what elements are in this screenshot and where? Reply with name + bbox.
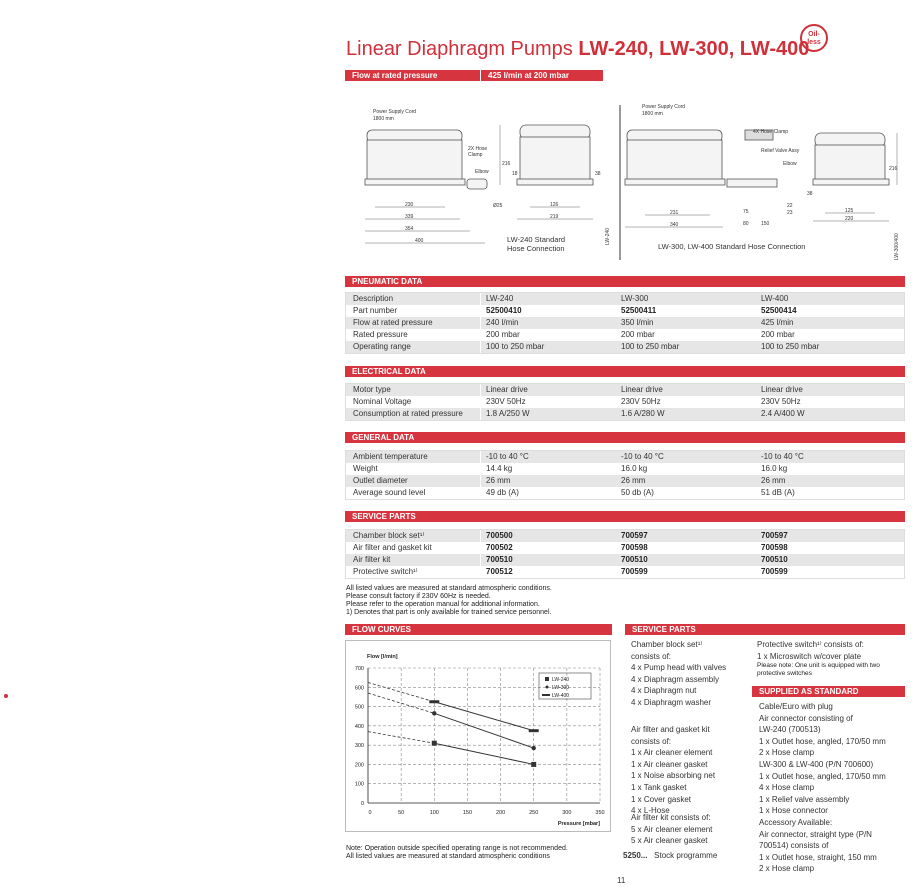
flow-value-bar: 425 l/min at 200 mbar	[481, 70, 603, 81]
list-item: 1 x Hose connector	[759, 806, 828, 816]
list-item: 1 x Outlet hose, angled, 170/50 mm	[759, 771, 886, 781]
note: Please consult factory if 230V 60Hz is needed.	[346, 593, 491, 600]
dim: 23	[787, 210, 793, 216]
cell-value: 700502	[486, 543, 513, 552]
data-point	[532, 746, 536, 750]
cell-value: 49 db (A)	[486, 488, 519, 497]
table-row	[346, 542, 904, 554]
title-light: Linear Diaphragm Pumps	[346, 38, 579, 60]
dim: 220	[845, 216, 854, 222]
cell-value: 14.4 kg	[486, 464, 513, 473]
accessory-list	[759, 817, 899, 875]
dim: 18	[512, 171, 518, 177]
cell-value: 51 dB (A)	[761, 488, 795, 497]
dimension-drawings	[345, 95, 905, 265]
cell-value: 100 to 250 mbar	[761, 342, 820, 351]
row-label: Chamber block set¹⁾	[346, 530, 481, 542]
table-row	[346, 554, 904, 566]
chamber-block-list	[631, 639, 726, 709]
table-row	[346, 305, 904, 317]
cell-value: 700597	[761, 531, 788, 540]
cell-value: 52500411	[621, 306, 657, 315]
cell-value: 26 mm	[761, 476, 786, 485]
y-tick-label: 100	[354, 781, 364, 788]
list-item: 1 x Noise absorbing net	[631, 771, 716, 781]
label-hose-clamp-left-2: Clamp	[468, 152, 483, 158]
cell-value: 700598	[761, 543, 788, 552]
label-hose-clamp-right: 4X Hose Clamp	[753, 129, 789, 135]
legend-marker	[545, 677, 549, 681]
dim: 216	[502, 161, 511, 167]
cell-value: -10 to 40 °C	[761, 452, 804, 461]
label-cord-length-right: 1800 mm	[642, 111, 663, 117]
cell-value: 700510	[761, 555, 788, 564]
list-item: 1 x Microswitch w/cover plate	[757, 651, 862, 661]
cell-value: 700510	[486, 555, 513, 564]
cell-value: 700599	[621, 567, 648, 576]
service-header: SERVICE PARTS	[345, 511, 905, 522]
legend-label: LW-240	[552, 677, 570, 683]
note: Please refer to the operation manual for additional information.	[346, 601, 540, 608]
cell-value: 26 mm	[486, 476, 511, 485]
dim: 150	[761, 221, 770, 227]
legend-label: LW-300	[552, 685, 570, 691]
pneumatic-table	[345, 292, 905, 354]
series-line-lw-240	[434, 743, 533, 764]
stock-label: Stock programme	[654, 851, 718, 860]
y-tick-label: 200	[354, 762, 364, 769]
list-item: Air connector, straight type (P/N 700514) consists of	[759, 829, 872, 851]
cell-value: 700500	[486, 531, 513, 540]
list-item: 1 x Outlet hose, straight, 150 mm	[759, 852, 877, 862]
caption-right: LW-300, LW-400 Standard Hose Connection	[658, 242, 806, 251]
table-row	[346, 341, 904, 353]
list-item: 4 x L-Hose	[631, 806, 670, 816]
y-tick-label: 0	[360, 801, 364, 807]
list-item: 1 x Outlet hose, angled, 170/50 mm	[759, 736, 886, 746]
general-header: GENERAL DATA	[345, 432, 905, 443]
cell-value: 700597	[621, 531, 648, 540]
cell-value: Linear drive	[621, 385, 663, 394]
cell-value: 230V 50Hz	[486, 397, 526, 406]
supplied-header: SUPPLIED AS STANDARD	[752, 686, 905, 697]
cell-value: 700599	[761, 567, 788, 576]
list-item: 2 x Hose clamp	[759, 864, 815, 874]
list-item: 4 x Diaphragm washer	[631, 697, 712, 707]
data-point	[432, 741, 437, 746]
list-item: 1 x Air cleaner gasket	[631, 759, 708, 769]
cell-value: LW-400	[761, 294, 789, 303]
dim: 126	[550, 202, 559, 208]
label-power-cord-right: Power Supply Cord	[642, 104, 686, 110]
list-item: Air connector consisting of	[759, 713, 853, 723]
data-point	[531, 762, 536, 767]
data-point	[429, 700, 439, 703]
series-line-lw-400	[434, 702, 533, 731]
dim: 80	[743, 221, 749, 227]
list-item: Air filter kit consists of:	[631, 813, 711, 822]
title-models: LW-240, LW-300, LW-400	[578, 38, 810, 60]
caption-left-2: Hose Connection	[507, 244, 565, 253]
list-item: Protective switch¹⁾ consists of:	[757, 640, 864, 649]
cell-value: 100 to 250 mbar	[486, 342, 545, 351]
x-tick-label: 300	[562, 810, 572, 816]
y-tick-label: 400	[354, 723, 364, 730]
list-item: 4 x Pump head with valves	[631, 663, 727, 673]
cell-value: Linear drive	[486, 385, 528, 394]
cell-value: 200 mbar	[621, 330, 655, 339]
legend-marker	[546, 686, 549, 689]
table-row	[346, 293, 904, 305]
note: All listed values are measured at standard atmospheric conditions.	[346, 585, 552, 592]
cell-value: 1.6 A/280 W	[621, 409, 665, 418]
y-axis-label: Flow [l/min]	[367, 654, 398, 660]
x-tick-label: 250	[529, 810, 539, 816]
x-tick-label: 100	[429, 810, 439, 816]
label-hose-clamp-left: 2X Hose	[468, 146, 488, 152]
cell-value: 240 l/min	[486, 318, 519, 327]
series-line-lw-300	[434, 713, 533, 748]
cell-value: 700510	[621, 555, 648, 564]
cell-value: 700512	[486, 567, 513, 576]
x-axis-label: Pressure [mbar]	[557, 821, 600, 827]
cell-value: 200 mbar	[486, 330, 520, 339]
cell-value: 1.8 A/250 W	[486, 409, 530, 418]
cell-value: 16.0 kg	[761, 464, 788, 473]
y-tick-label: 300	[354, 743, 364, 750]
table-row	[346, 329, 904, 341]
x-tick-label: 150	[462, 810, 473, 816]
drawing-tag-left: LW-240	[605, 227, 611, 245]
cell-value: 100 to 250 mbar	[621, 342, 680, 351]
list-item: 1 x Relief valve assembly	[759, 794, 850, 804]
cell-value: Linear drive	[761, 385, 803, 394]
supplied-list	[759, 701, 886, 817]
label-elbow-left: Elbow	[475, 169, 489, 175]
footnotes	[346, 585, 552, 617]
pneumatic-header: PNEUMATIC DATA	[345, 276, 905, 287]
list-item: 1 x Air cleaner element	[631, 748, 713, 758]
cell-value: 350 l/min	[621, 318, 654, 327]
cell-value: 230V 50Hz	[761, 397, 801, 406]
list-item: 5 x Air cleaner element	[631, 824, 713, 834]
cell-value: -10 to 40 °C	[486, 452, 529, 461]
row-label: Weight	[346, 463, 481, 475]
label-power-cord-left: Power Supply Cord	[373, 109, 417, 115]
row-label: Consumption at rated pressure	[346, 408, 481, 420]
protective-switch-note: Please note: One unit is equipped with two protective switches	[757, 662, 880, 677]
flow-chart	[345, 640, 611, 832]
dim: 340	[670, 222, 679, 228]
table-row	[346, 317, 904, 329]
row-label: Ambient temperature	[346, 451, 481, 463]
table-row	[346, 408, 904, 420]
data-point	[432, 711, 436, 715]
stock-programme	[623, 850, 717, 862]
x-tick-label: 200	[495, 810, 506, 816]
dim: 354	[405, 226, 414, 232]
dim: 231	[670, 210, 679, 216]
data-point	[529, 729, 539, 732]
list-item: 5 x Air cleaner gasket	[631, 836, 708, 846]
row-label: Description	[346, 293, 481, 305]
row-label: Flow at rated pressure	[346, 317, 481, 329]
cell-value: LW-300	[621, 294, 649, 303]
pump-body-left	[367, 140, 462, 180]
dim: 75	[743, 209, 749, 215]
table-row	[346, 384, 904, 396]
label-cord-length-left: 1800 mm	[373, 116, 394, 122]
cell-value: -10 to 40 °C	[621, 452, 664, 461]
cell-value: 230V 50Hz	[621, 397, 661, 406]
dim: 125	[845, 208, 854, 214]
dim: 38	[595, 171, 601, 177]
page-title	[346, 38, 809, 61]
electrical-header: ELECTRICAL DATA	[345, 366, 905, 377]
cell-value: 50 db (A)	[621, 488, 654, 497]
list-item: 1 x Cover gasket	[631, 794, 692, 804]
legend-label: LW-400	[552, 693, 570, 699]
label-elbow-right: Elbow	[783, 161, 797, 167]
table-row	[346, 530, 904, 542]
margin-mark	[4, 694, 8, 698]
dim: 219	[550, 214, 559, 220]
flow-label-bar: Flow at rated pressure	[345, 70, 480, 81]
row-label: Rated pressure	[346, 329, 481, 341]
list-item: 2 x Hose clamp	[759, 748, 815, 758]
list-item: consists of:	[631, 736, 672, 746]
dim: 230	[405, 202, 414, 208]
table-row	[346, 566, 904, 578]
y-tick-label: 600	[354, 685, 364, 692]
list-item: Accessory Available:	[759, 818, 833, 827]
flow-note: All listed values are measured at standard atmospheric conditions	[346, 853, 550, 860]
flow-note: Note: Operation outside specified operating range is not recommended.	[346, 845, 568, 852]
dim: 38	[807, 191, 813, 197]
air-filter-kit-list	[631, 812, 712, 847]
row-label: Air filter and gasket kit	[346, 542, 481, 554]
stock-code: 5250...	[623, 851, 648, 860]
cell-value: 52500410	[486, 306, 522, 315]
table-row	[346, 396, 904, 408]
cell-value: 700598	[621, 543, 648, 552]
general-table	[345, 450, 905, 500]
list-item: 1 x Tank gasket	[631, 782, 687, 792]
cell-value: 425 l/min	[761, 318, 794, 327]
row-label: Average sound level	[346, 487, 481, 499]
list-item: consists of:	[631, 651, 672, 661]
dim: 22	[787, 203, 793, 209]
flow-notes	[346, 845, 568, 861]
oil-less-badge: Oil-less	[800, 24, 828, 52]
y-tick-label: 700	[354, 666, 364, 672]
table-row	[346, 463, 904, 475]
list-item: Air filter and gasket kit	[631, 725, 710, 734]
list-item: 4 x Diaphragm assembly	[631, 674, 720, 684]
pump-base-left	[365, 179, 465, 185]
row-label: Outlet diameter	[346, 475, 481, 487]
row-label: Operating range	[346, 341, 481, 353]
drawing-tag-right: LW-300/400	[894, 233, 900, 260]
list-item: 4 x Hose clamp	[759, 783, 815, 793]
cell-value: 16.0 kg	[621, 464, 648, 473]
flow-curves-header: FLOW CURVES	[345, 624, 612, 635]
dim: Ø25	[493, 203, 503, 209]
electrical-table	[345, 383, 905, 421]
cell-value: 52500414	[761, 306, 797, 315]
label-relief-valve: Relief Valve Assy	[761, 148, 800, 154]
table-row	[346, 475, 904, 487]
service-parts-text-header: SERVICE PARTS	[625, 624, 905, 635]
cell-value: 2.4 A/400 W	[761, 409, 805, 418]
page-number: 11	[617, 876, 626, 885]
protective-switch-list	[757, 639, 864, 662]
caption-left-1: LW-240 Standard	[507, 235, 566, 244]
list-item: Cable/Euro with plug	[759, 702, 833, 711]
list-item: Chamber block set¹⁾	[631, 640, 703, 649]
row-label: Protective switch¹⁾	[346, 566, 481, 578]
list-item: 4 x Diaphragm nut	[631, 686, 697, 696]
cell-value: 200 mbar	[761, 330, 795, 339]
row-label: Nominal Voltage	[346, 396, 481, 408]
table-row	[346, 487, 904, 499]
legend-marker	[542, 694, 550, 696]
note: 1) Denotes that part is only available for trained service personnel.	[346, 609, 552, 616]
dim: 400	[415, 238, 424, 244]
x-tick-label: 50	[398, 810, 405, 816]
x-tick-label: 0	[368, 810, 372, 816]
row-label: Air filter kit	[346, 554, 481, 566]
cell-value: 26 mm	[621, 476, 646, 485]
list-item: LW-240 (700513)	[759, 725, 821, 735]
list-item: LW-300 & LW-400 (P/N 700600)	[759, 759, 874, 769]
row-label: Part number	[346, 305, 481, 317]
table-row	[346, 451, 904, 463]
cell-value: LW-240	[486, 294, 514, 303]
dim: 216	[889, 166, 898, 172]
air-filter-gasket-list	[631, 724, 715, 817]
x-tick-label: 350	[595, 810, 605, 816]
service-table	[345, 529, 905, 579]
dim: 339	[405, 214, 414, 220]
y-tick-label: 500	[354, 704, 364, 711]
row-label: Motor type	[346, 384, 481, 396]
